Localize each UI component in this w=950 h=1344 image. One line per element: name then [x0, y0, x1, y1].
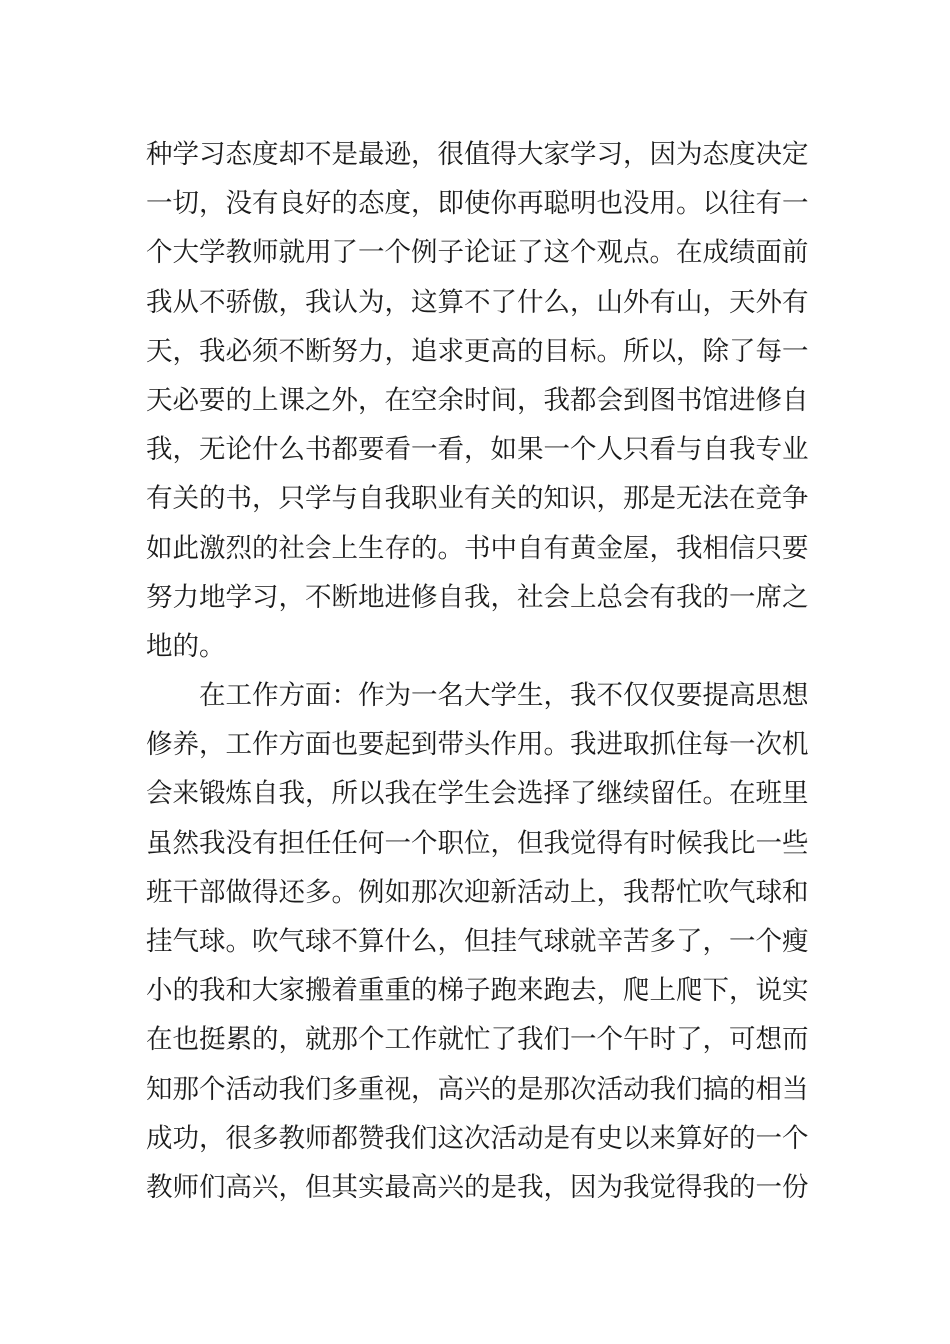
text-line: 虽然我没有担任任何一个职位，但我觉得有时候我比一些: [146, 827, 809, 859]
text-line: 成功，很多教师都赞我们这次活动是有史以来算好的一个: [146, 1122, 809, 1154]
text-line: 天，我必须不断努力，追求更高的目标。所以，除了每一: [146, 335, 809, 367]
text-line: 挂气球。吹气球不算什么，但挂气球就辛苦多了，一个瘦: [146, 926, 809, 957]
text-line: 我，无论什么书都要看一看，如果一个人只看与自我专业: [146, 434, 809, 466]
text-line: 努力地学习，不断地进修自我，社会上总会有我的一席之: [146, 581, 809, 613]
text-line: 有关的书，只学与自我职业有关的知识，那是无法在竞争: [146, 483, 809, 515]
text-line: 在也挺累的，就那个工作就忙了我们一个午时了，可想而: [146, 1024, 809, 1056]
text-line: 教师们高兴，但其实最高兴的是我，因为我觉得我的一份: [146, 1171, 809, 1203]
text-line: 班干部做得还多。例如那次迎新活动上，我帮忙吹气球和: [146, 876, 809, 908]
text-line: 知那个活动我们多重视，高兴的是那次活动我们搞的相当: [146, 1073, 809, 1105]
paragraph-1: [146, 130, 809, 671]
text-line: 如此激烈的社会上生存的。书中自有黄金屋，我相信只要: [146, 532, 809, 564]
text-line: 一切，没有良好的态度，即使你再聪明也没用。以往有一: [146, 188, 809, 220]
text-line: 我从不骄傲，我认为，这算不了什么，山外有山，天外有: [146, 286, 809, 318]
text-line: 天必要的上课之外，在空余时间，我都会到图书馆进修自: [146, 384, 809, 416]
text-line: 地的。: [146, 630, 226, 662]
text-line: 个大学教师就用了一个例子论证了这个观点。在成绩面前: [146, 237, 809, 269]
text-line: 小的我和大家搬着重重的梯子跑来跑去，爬上爬下，说实: [146, 975, 809, 1007]
text-line: 会来锻炼自我，所以我在学生会选择了继续留任。在班里: [146, 778, 809, 810]
text-line: 在工作方面：作为一名大学生，我不仅仅要提高思想: [199, 680, 809, 712]
text-line: 种学习态度却不是最逊，很值得大家学习，因为态度决定: [146, 139, 809, 170]
body-text: [146, 130, 809, 1212]
paragraph-2: [146, 671, 809, 1212]
text-line: 修养，工作方面也要起到带头作用。我进取抓住每一次机: [146, 729, 809, 761]
